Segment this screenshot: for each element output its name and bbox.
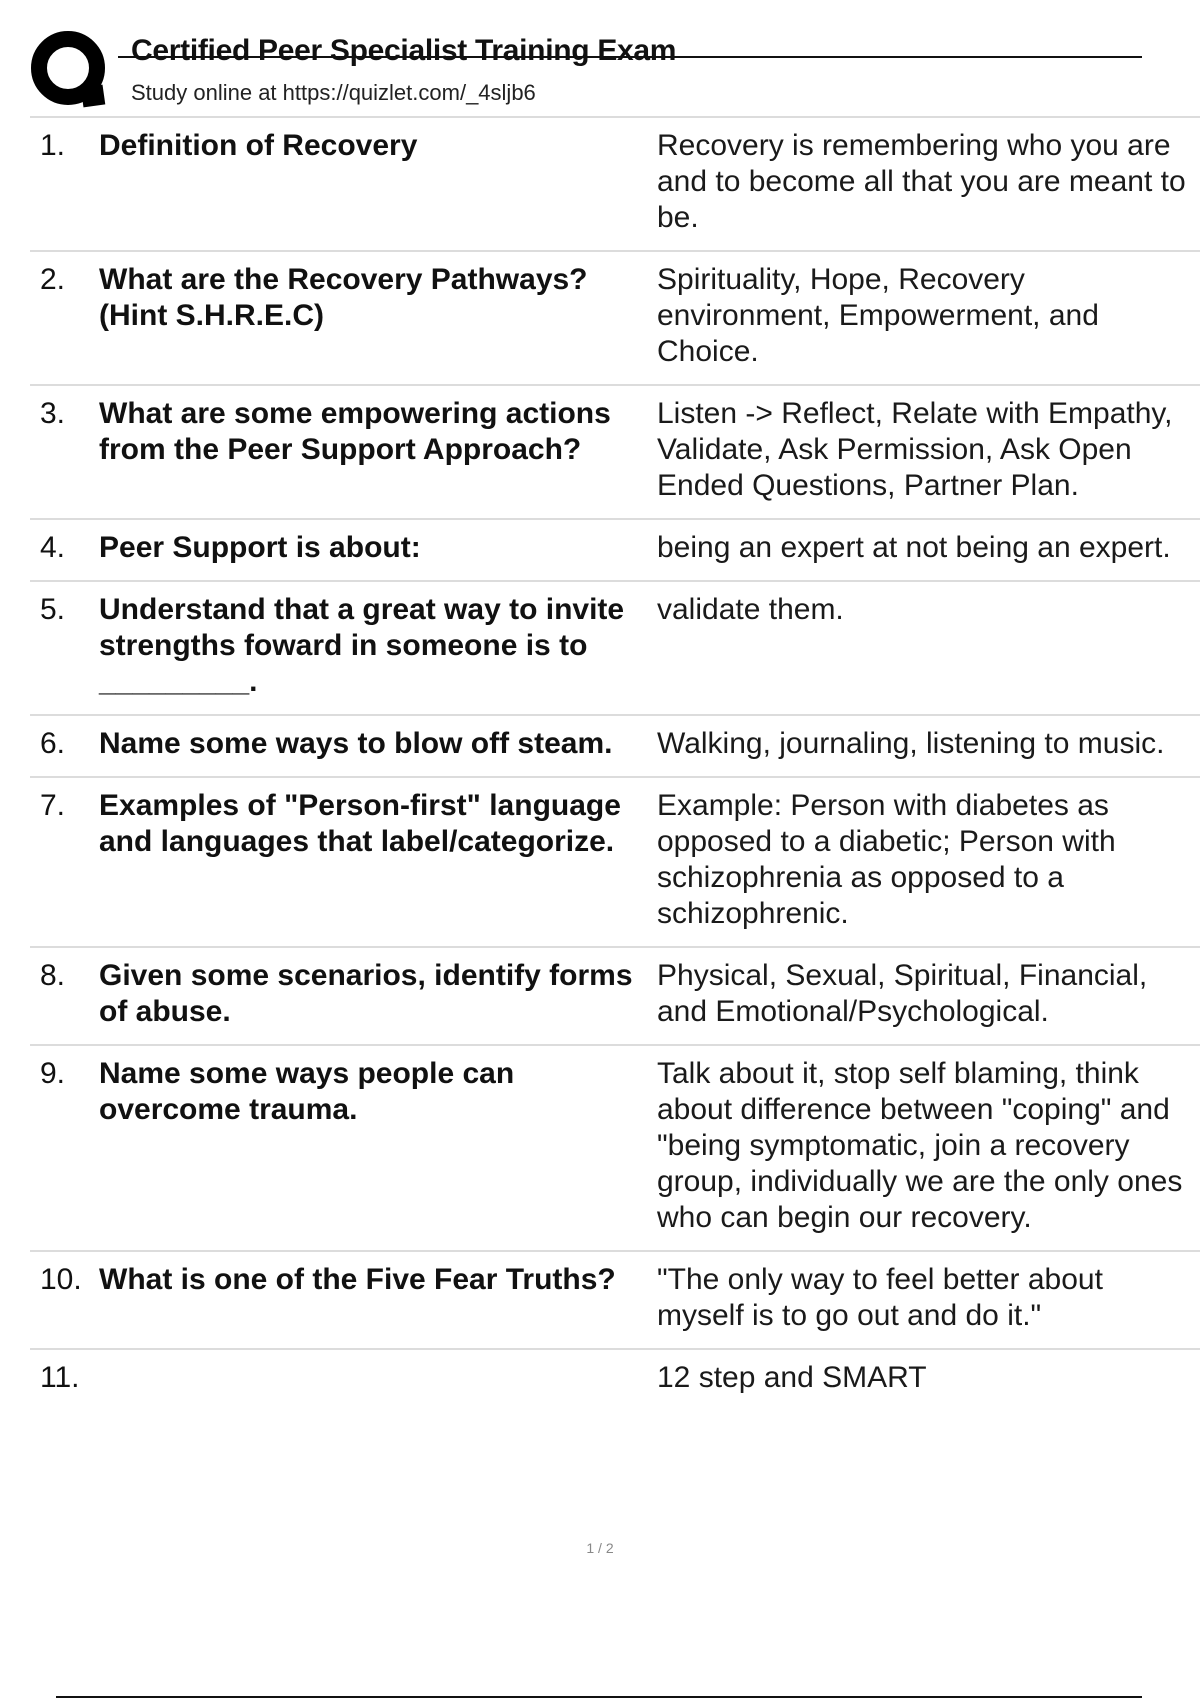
card-definition: Spirituality, Hope, Recovery environment, Empowerment, and Choice.: [657, 263, 1099, 368]
card-number: 4.: [40, 531, 66, 564]
card-term: Understand that a great way to invite strengths foward in someone is to _________.: [99, 593, 625, 698]
card-definition: Listen -> Reflect, Relate with Empathy, Validate, Ask Permission, Ask Open Ended Questions, Partner Plan.: [657, 397, 1173, 502]
card-definition: Recovery is remembering who you are and to become all that you are meant to be.: [657, 129, 1186, 234]
card-definition: Talk about it, stop self blaming, think about difference between "coping" and "being symptomatic, join a recovery group, individually we are the only ones who can begin our recovery.: [657, 1057, 1183, 1234]
flashcard-list: [30, 116, 1200, 1410]
card-definition: Walking, journaling, listening to music.: [657, 727, 1165, 760]
card-term: What are some empowering actions from the Peer Support Approach?: [99, 397, 611, 466]
card-number: 2.: [40, 263, 66, 296]
flashcard-row: [30, 716, 1200, 778]
card-term: Name some ways to blow off steam.: [99, 727, 613, 760]
card-number: 3.: [40, 397, 66, 430]
card-number: 6.: [40, 727, 66, 760]
card-number: 1.: [40, 129, 66, 162]
card-term: Definition of Recovery: [99, 129, 418, 162]
card-number: 10.: [40, 1263, 82, 1296]
card-term: Peer Support is about:: [99, 531, 421, 564]
page-title: Certified Peer Specialist Training Exam: [131, 34, 677, 67]
card-number: 9.: [40, 1057, 66, 1090]
card-definition: validate them.: [657, 593, 844, 626]
page-indicator: 1 / 2: [586, 1540, 614, 1556]
card-definition: 12 step and SMART: [657, 1361, 927, 1394]
flashcard-row: [30, 948, 1200, 1046]
card-definition: Physical, Sexual, Spiritual, Financial, and Emotional/Psychological.: [657, 959, 1148, 1028]
flashcard-row: [30, 252, 1200, 386]
card-term: Name some ways people can overcome trauma.: [99, 1057, 515, 1126]
card-number: 8.: [40, 959, 66, 992]
card-number: 7.: [40, 789, 66, 822]
flashcard-row: [30, 582, 1200, 716]
card-term: Examples of "Person-first" language and languages that label/categorize.: [99, 789, 621, 858]
card-number: 5.: [40, 593, 66, 626]
quizlet-q-logo-icon: [30, 30, 112, 112]
flashcard-row: [30, 1046, 1200, 1252]
flashcard-row: [30, 386, 1200, 520]
footer-divider: [56, 1696, 1142, 1698]
card-term: What is one of the Five Fear Truths?: [99, 1263, 616, 1296]
study-online-link[interactable]: Study online at https://quizlet.com/_4sljb6: [131, 80, 536, 105]
page-header: [0, 0, 1200, 118]
flashcard-row: [30, 778, 1200, 948]
card-term: [99, 1360, 657, 1396]
flashcard-row: [30, 118, 1200, 252]
card-number: 11.: [40, 1361, 80, 1394]
card-definition: "The only way to feel better about myself is to go out and do it.": [657, 1263, 1103, 1332]
card-term: What are the Recovery Pathways? (Hint S.H.R.E.C): [99, 263, 588, 332]
card-definition: Example: Person with diabetes as opposed to a diabetic; Person with schizophrenia as opposed to a schizophrenic.: [657, 789, 1116, 930]
flashcard-row: [30, 1252, 1200, 1350]
card-definition: being an expert at not being an expert.: [657, 531, 1171, 564]
flashcard-row: [30, 1350, 1200, 1410]
flashcard-row: [30, 520, 1200, 582]
card-term: Given some scenarios, identify forms of abuse.: [99, 959, 633, 1028]
